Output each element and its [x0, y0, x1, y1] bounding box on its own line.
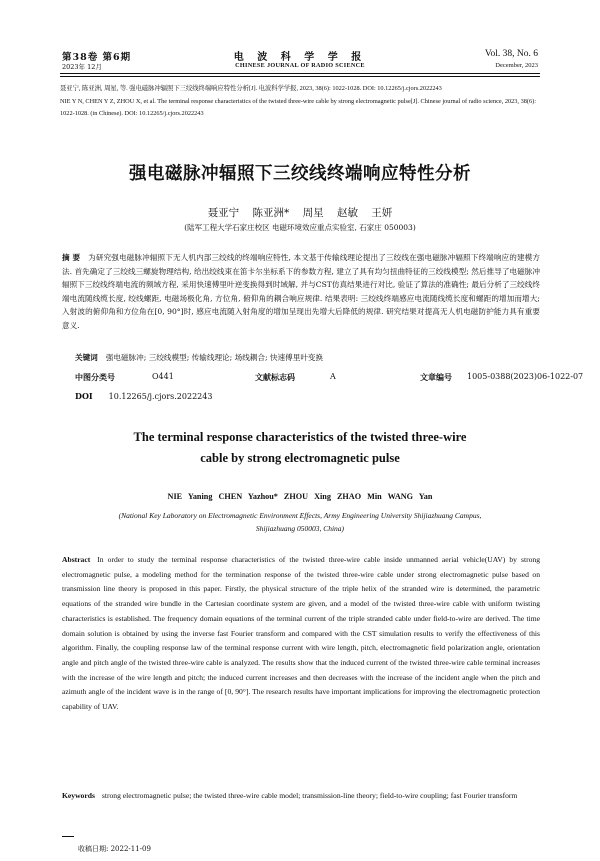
doi-value: 10.12265/j.cjors.2022243: [108, 392, 213, 401]
clc-value: O441: [152, 372, 174, 381]
abstract-cn: [62, 251, 540, 332]
doc-code-value: A: [330, 372, 336, 381]
header-rule-thick: [60, 73, 540, 74]
date-cn: 2023年 12月: [62, 63, 102, 71]
volume-issue-cn: 第38卷 第6期: [62, 52, 132, 63]
volume-issue-en: Vol. 38, No. 6: [484, 49, 538, 59]
header-rule-thin: [60, 76, 540, 77]
affiliation-en-line1: (National Key Laboratory on Electromagnetic Environment Effects, Army Engineering University Shijiazhuang Campus,: [118, 511, 482, 520]
paper-title-en-line2: cable by strong electromagnetic pulse: [200, 451, 400, 465]
article-number-value: 1005-0388(2023)06-1022-07: [467, 372, 584, 381]
authors-cn: 聂亚宁 陈亚洲* 周星 赵敏 王妍: [207, 207, 393, 219]
keywords-cn: [75, 352, 540, 363]
authors-en: NIE Yaning CHEN Yazhou* ZHOU Xing ZHAO Min WANG Yan: [167, 492, 433, 501]
article-number-label: 文章编号: [420, 372, 452, 382]
keywords-en-text: strong electromagnetic pulse; the twisted three-wire cable model; transmission-line theory; field-to-wire coupling; fast Fourier transform: [101, 791, 518, 800]
citation-en: NIE Y N, CHEN Y Z, ZHOU X, et al. The terminal response characteristics of the twisted three-wire cable by strong electromagnetic pulse[J]. Chinese journal of radio science, 2023, 38(6): 1022-1028. (in Chinese). DOI: 10.12265/j.cjors.2022243: [60, 98, 536, 117]
keywords-cn-label: 关键词: [75, 353, 98, 362]
doi-label: DOI: [75, 391, 93, 401]
affiliation-cn: (陆军工程大学石家庄校区 电磁环境效应重点实验室, 石家庄 050003): [184, 223, 416, 232]
abstract-en: [62, 553, 540, 715]
doc-code-label: 文献标志码: [255, 372, 295, 382]
abstract-cn-label: 摘 要: [62, 253, 81, 262]
paper-title-en-line1: The terminal response characteristics of the twisted three-wire: [133, 430, 467, 444]
footnote-rule: [62, 836, 74, 837]
keywords-cn-text: 强电磁脉冲; 三绞线模型; 传输线理论; 场线耦合; 快速傅里叶变换: [105, 353, 324, 362]
keywords-en: [62, 789, 540, 804]
received-date: 收稿日期: 2022-11-09: [78, 845, 151, 853]
affiliation-en-line2: Shijiazhuang 050003, China): [255, 523, 345, 533]
abstract-en-text: In order to study the terminal response characteristics of the twisted three-wire cable inside unmanned aerial vehicle(UAV) by strong electromagnetic pulse, a modeling method for the termination response of the twisted three-wire cable under strong electromagnetic pulse based on transmission line theory is proposed in this paper. Firstly, the physical structure of the triple helix of the stranded wire is determined, the parametric equations of the stranded wire bundle in the Cartesian coordinate system are given, and a model of the twisted three-wire cable with uniform twisting characteristics is established. The frequency domain equations of the terminal current of the triple stranded cable under field-to-wire are derived. The time domain solution is obtained by using the inverse fast Fourier transform and compared with the CST simulation results to verify the effectiveness of this algorithm. Finally, the coupling response law of the terminal response current with wire length, pitch, electromagnetic field polarization angle, orientation angle and pitch angle of the twisted three-wire cable is analyzed. The results show that the induced current of the twisted three-wire cable terminal increases with the increase of the wire length and pitch; the induced current increases and then decreases with the increase of the incident angle when the pitch and azimuth angle of the incident wave is in the range of [0, 90°]. The research results have important implications for improving the electromagnetic protection capability of UAV.: [62, 555, 540, 712]
citation-cn: 聂亚宁, 陈亚洲, 周星, 等. 强电磁脉冲辐照下三绞线终端响应特性分析[J]. 电波科学学报, 2023, 38(6): 1022-1028. DOI: 10.12265/j.cjors.2022243: [60, 85, 442, 92]
journal-name-en: CHINESE JOURNAL OF RADIO SCIENCE: [235, 62, 365, 69]
date-en: December, 2023: [495, 62, 538, 69]
affiliation-en: [60, 510, 540, 535]
paper-title-en: [0, 427, 600, 469]
abstract-en-label: Abstract: [62, 555, 91, 564]
clc-label: 中图分类号: [75, 372, 115, 382]
keywords-en-label: Keywords: [62, 791, 95, 800]
doi-row: [75, 391, 212, 401]
abstract-cn-text: 为研究强电磁脉冲辐照下无人机内部三绞线的终端响应特性, 本文基于传输线理论提出了三绞线在强电磁脉冲辐照下终端响应的建模方法. 首先确定了三绞线三螺旋物理结构, 给出绞线束在笛卡尔坐标系下的参数方程, 建立了具有均匀扭曲特征的三绞线模型; 然后推导了电磁脉冲辐照下三绞线终端电流的频域方程, 采用快速傅里叶逆变换得到时域解, 并与CST仿真结果进行对比, 验证了算法的准确性; 最后分析了三绞线终端电流随线缆长度, 绞线螺距, 电磁场极化角, 方位角, 俯仰角的耦合响应规律. 结果表明: 三绞线终端感应电流随线缆长度和螺距的增加而增大; 入射波的俯仰角和方位角在[0, 90°]时, 感应电流随入射角度的增加呈现出先增大后降低的规律. 研究结果对提高无人机电磁防护能力具有重要意义.: [62, 253, 540, 330]
journal-name-cn: 电 波 科 学 学 报: [233, 52, 367, 63]
paper-title-cn: 强电磁脉冲辐照下三绞线终端响应特性分析: [129, 164, 471, 184]
